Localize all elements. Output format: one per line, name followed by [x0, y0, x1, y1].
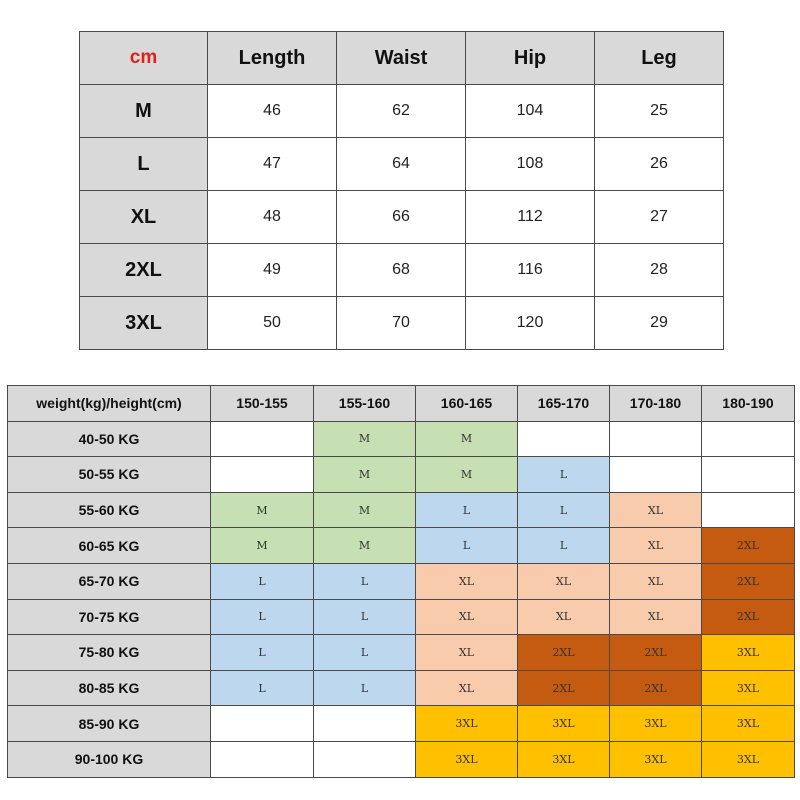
measurement-cell: 28 — [595, 244, 724, 297]
recommended-size-cell: M — [211, 528, 314, 564]
measurement-cell: 112 — [466, 191, 595, 244]
recommended-size-cell: 2XL — [610, 670, 702, 706]
measurement-cell: 50 — [208, 297, 337, 350]
recommended-size-cell: XL — [518, 599, 610, 635]
recommended-size-cell: L — [314, 635, 416, 671]
recommended-size-cell: 3XL — [416, 741, 518, 777]
size-row — [80, 191, 724, 244]
recommended-size-cell — [211, 421, 314, 457]
recommended-size-cell: 3XL — [610, 706, 702, 742]
column-header-leg: Leg — [595, 32, 724, 85]
recommended-size-cell — [610, 421, 702, 457]
measurement-cell: 47 — [208, 138, 337, 191]
recommended-size-cell: L — [314, 563, 416, 599]
measurement-cell: 68 — [337, 244, 466, 297]
height-range-header: 180-190 — [702, 386, 795, 422]
recommended-size-cell: L — [211, 599, 314, 635]
size-row — [80, 138, 724, 191]
size-row — [80, 85, 724, 138]
measurement-cell: 62 — [337, 85, 466, 138]
unit-label: cm — [80, 32, 208, 85]
recommended-size-cell — [314, 741, 416, 777]
corner-label: weight(kg)/height(cm) — [8, 386, 211, 422]
weight-row — [8, 528, 795, 564]
recommended-size-cell: L — [314, 670, 416, 706]
recommended-size-cell: L — [416, 528, 518, 564]
weight-range-label: 60-65 KG — [8, 528, 211, 564]
recommended-size-cell — [211, 741, 314, 777]
weight-row — [8, 599, 795, 635]
size-recommendation-table — [7, 385, 795, 778]
recommended-size-cell: 2XL — [702, 563, 795, 599]
size-label: L — [80, 138, 208, 191]
weight-range-label: 50-55 KG — [8, 457, 211, 493]
recommended-size-cell: 2XL — [702, 599, 795, 635]
recommended-size-cell: 3XL — [702, 635, 795, 671]
weight-range-label: 70-75 KG — [8, 599, 211, 635]
recommended-size-cell: L — [518, 492, 610, 528]
size-table-header-row — [80, 32, 724, 85]
weight-row — [8, 563, 795, 599]
size-row — [80, 244, 724, 297]
weight-range-label: 75-80 KG — [8, 635, 211, 671]
size-row — [80, 297, 724, 350]
recommended-size-cell: L — [518, 528, 610, 564]
recommended-size-cell — [211, 706, 314, 742]
measurement-cell: 49 — [208, 244, 337, 297]
height-range-header: 160-165 — [416, 386, 518, 422]
recommended-size-cell: 2XL — [518, 670, 610, 706]
recommended-size-cell — [314, 706, 416, 742]
measurement-cell: 64 — [337, 138, 466, 191]
recommended-size-cell: L — [211, 670, 314, 706]
recommended-size-cell: 2XL — [610, 635, 702, 671]
recommended-size-cell: 3XL — [702, 706, 795, 742]
measurement-cell: 116 — [466, 244, 595, 297]
weight-row — [8, 421, 795, 457]
recommended-size-cell: XL — [610, 563, 702, 599]
recommended-size-cell — [702, 421, 795, 457]
size-label: 3XL — [80, 297, 208, 350]
recommended-size-cell: XL — [416, 599, 518, 635]
recommended-size-cell: L — [518, 457, 610, 493]
weight-range-label: 85-90 KG — [8, 706, 211, 742]
recommended-size-cell: 3XL — [518, 741, 610, 777]
column-header-waist: Waist — [337, 32, 466, 85]
recommended-size-cell: L — [416, 492, 518, 528]
recommended-size-cell — [702, 457, 795, 493]
measurement-cell: 66 — [337, 191, 466, 244]
weight-row — [8, 741, 795, 777]
weight-range-label: 90-100 KG — [8, 741, 211, 777]
weight-row — [8, 457, 795, 493]
recommended-size-cell: L — [211, 563, 314, 599]
recommendation-header-row — [8, 386, 795, 422]
weight-range-label: 80-85 KG — [8, 670, 211, 706]
weight-row — [8, 706, 795, 742]
height-range-header: 165-170 — [518, 386, 610, 422]
measurement-cell: 70 — [337, 297, 466, 350]
recommended-size-cell: M — [314, 457, 416, 493]
recommended-size-cell: 2XL — [518, 635, 610, 671]
recommended-size-cell: M — [314, 492, 416, 528]
weight-range-label: 55-60 KG — [8, 492, 211, 528]
recommended-size-cell: 3XL — [610, 741, 702, 777]
measurement-cell: 26 — [595, 138, 724, 191]
recommended-size-cell — [211, 457, 314, 493]
column-header-length: Length — [208, 32, 337, 85]
recommended-size-cell: L — [314, 599, 416, 635]
recommended-size-cell — [702, 492, 795, 528]
size-measurement-table — [79, 31, 724, 350]
measurement-cell: 29 — [595, 297, 724, 350]
recommended-size-cell: 3XL — [702, 741, 795, 777]
recommended-size-cell: M — [314, 528, 416, 564]
recommended-size-cell: 2XL — [702, 528, 795, 564]
recommended-size-cell: 3XL — [416, 706, 518, 742]
recommended-size-cell: L — [211, 635, 314, 671]
height-range-header: 150-155 — [211, 386, 314, 422]
weight-row — [8, 670, 795, 706]
size-label: M — [80, 85, 208, 138]
recommended-size-cell — [610, 457, 702, 493]
recommended-size-cell: XL — [518, 563, 610, 599]
recommended-size-cell: 3XL — [702, 670, 795, 706]
measurement-cell: 108 — [466, 138, 595, 191]
recommended-size-cell: 3XL — [518, 706, 610, 742]
measurement-cell: 120 — [466, 297, 595, 350]
recommended-size-cell: M — [416, 457, 518, 493]
measurement-cell: 27 — [595, 191, 724, 244]
recommended-size-cell: XL — [610, 492, 702, 528]
measurement-cell: 48 — [208, 191, 337, 244]
weight-row — [8, 492, 795, 528]
recommended-size-cell: M — [211, 492, 314, 528]
recommended-size-cell: XL — [416, 635, 518, 671]
recommended-size-cell: XL — [610, 599, 702, 635]
height-range-header: 155-160 — [314, 386, 416, 422]
column-header-hip: Hip — [466, 32, 595, 85]
recommended-size-cell: XL — [416, 670, 518, 706]
weight-range-label: 40-50 KG — [8, 421, 211, 457]
recommended-size-cell: M — [416, 421, 518, 457]
weight-range-label: 65-70 KG — [8, 563, 211, 599]
height-range-header: 170-180 — [610, 386, 702, 422]
measurement-cell: 104 — [466, 85, 595, 138]
recommended-size-cell: M — [314, 421, 416, 457]
recommended-size-cell — [518, 421, 610, 457]
weight-row — [8, 635, 795, 671]
recommended-size-cell: XL — [610, 528, 702, 564]
recommended-size-cell: XL — [416, 563, 518, 599]
size-label: XL — [80, 191, 208, 244]
size-label: 2XL — [80, 244, 208, 297]
measurement-cell: 25 — [595, 85, 724, 138]
measurement-cell: 46 — [208, 85, 337, 138]
